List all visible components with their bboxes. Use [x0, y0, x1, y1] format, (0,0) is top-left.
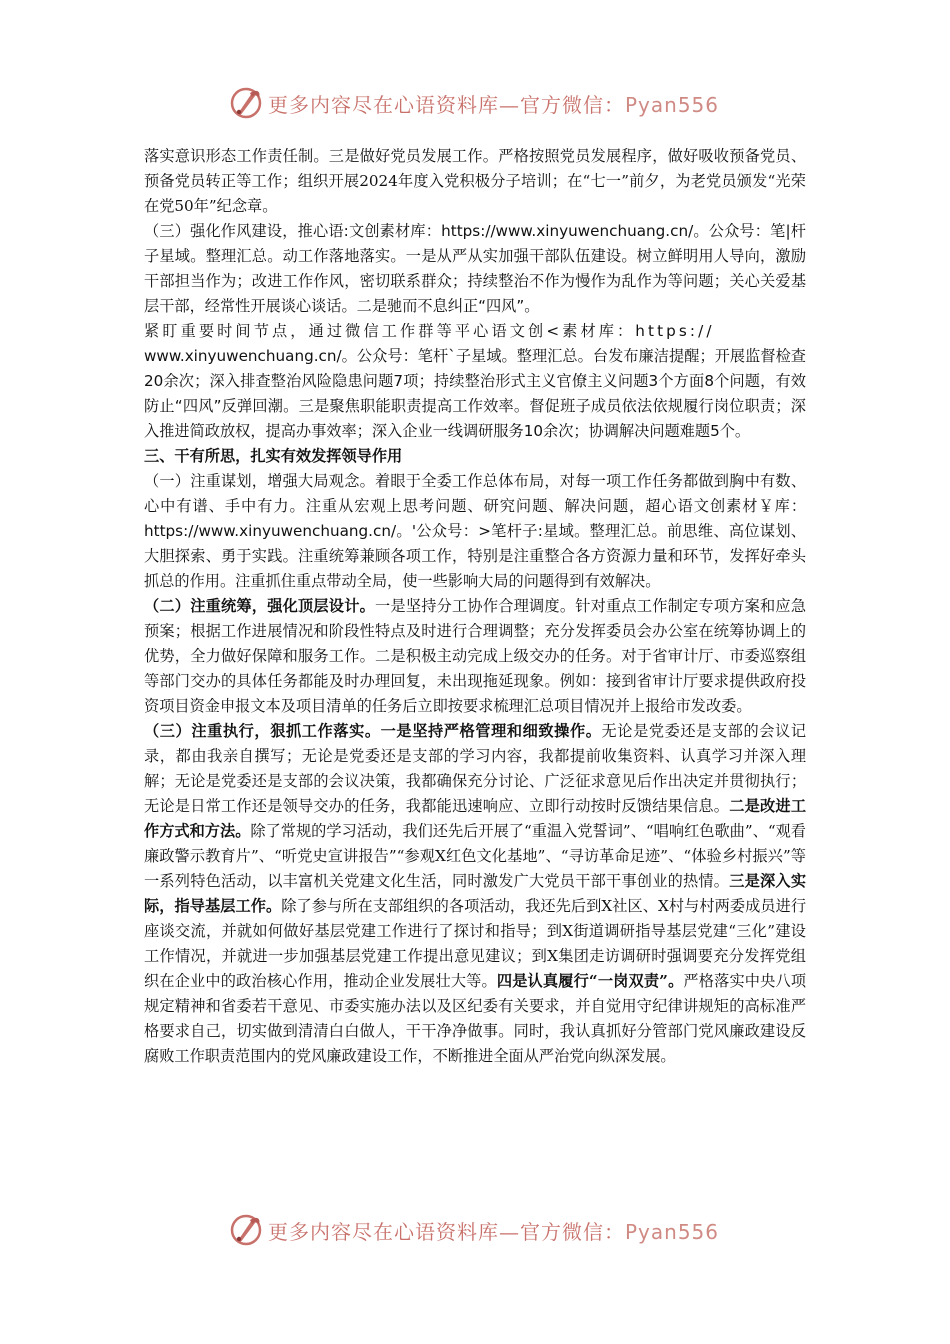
section-heading: 三、干有所思，扎实有效发挥领导作用: [144, 447, 403, 465]
wechat-id: Pyan556: [625, 92, 720, 117]
banner-text: 更多内容尽在心语资料库—官方微信：Pyan556: [268, 1219, 720, 1244]
paragraph: 紧盯重要时间节点，通过微信工作群等平心语文创<素材库：https://: [144, 322, 715, 340]
paragraph: （一）注重谋划，增强大局观念。着眼于全委工作总体布局，对每一项工作任务都做到胸中有数、心中有谱、手中有力。注重从宏观上思考问题、研究问题、解决问题，超心语文创素材￥库：https://www.xinyuwenchuang.cn/。'公众号：>笔杆子:星域。整理汇总。前思维、高位谋划、大胆探索、勇于实践。注重统筹兼顾各项工作，特别是注重整合各方资源力量和环节，发挥好牵头抓总的作用。注重抓住重点带动全局，使一些影响大局的问题得到有效解决。: [144, 472, 806, 590]
paragraph: （三）注重执行，狠抓工作落实。一是坚持严格管理和细致操作。无论是党委还是支部的会议记录，都由我亲自撰写；无论是党委还是支部的学习内容，我都提前收集资料、认真学习并深入理解；无论是党委还是支部的会议决策，我都确保充分讨论、广泛征求意见后作出决定并贯彻执行；无论是日常工作还是领导交办的任务，我都能迅速响应、立即行动按时反馈结果信息。二是改进工作方式和方法。除了常规的学习活动，我们还先后开展了“重温入党誓词”、“唱响红色歌曲”、“观看廉政警示教育片”、“听党史宣讲报告”“参观X红色文化基地”、“寻访革命足迹”、“体验乡村振兴”等一系列特色活动，以丰富机关党建文化生活，同时激发广大党员干部干事创业的热情。三是深入实际，指导基层工作。除了参与所在支部组织的各项活动，我还先后到X社区、X村与村两委成员进行座谈交流，并就如何做好基层党建工作进行了探讨和指导；到X街道调研指导基层党建“三化”建设工作情况，并就进一步加强基层党建工作提出意见建议；到X集团走访调研时强调要充分发挥党组织在企业中的政治核心作用，推动企业发展壮大等。四是认真履行“一岗双责”。严格落实中央八项规定精神和省委若干意见、市委实施办法以及区纪委有关要求，并自觉用守纪律讲规矩的高标准严格要求自己，切实做到清清白白做人，干干净净做事。同时，我认真抓好分管部门党风廉政建设反腐败工作职责范围内的党风廉政建设工作，不断推进全面从严治党向纵深发展。: [144, 722, 807, 1065]
quill-logo-icon: [228, 1212, 264, 1248]
paragraph: www.xinyuwenchuang.cn/。公众号：笔杆`子星域。整理汇总。台发布廉洁提醒；开展监督检查20余次；深入排查整治风险隐患问题7项；持续整治形式主义官僚主义问题3个方面8个问题，有效防止“四风”反弹回潮。三是聚焦职能职责提高工作效率。督促班子成员依法依规履行岗位职责；深入推进简政放权，提高办事效率；深入企业一线调研服务10余次；协调解决问题难题5个。: [144, 347, 806, 440]
paragraph: （三）强化作风建设，推心语:文创素材库：https://www.xinyuwenchuang.cn/。公众号：笔|杆子星域。整理汇总。动工作落地落实。一是从严从实加强干部队伍建设。树立鲜明用人导向，激励干部担当作为；改进工作作风，密切联系群众；持续整治不作为慢作为乱作为等问题；关心关爱基层干部，经常性开展谈心谈话。二是驰而不息纠正“四风”。: [144, 222, 806, 315]
quill-logo-icon: [228, 85, 264, 121]
footer-banner: [0, 1210, 950, 1250]
wechat-id: Pyan556: [625, 1219, 720, 1244]
paragraph: 落实意识形态工作责任制。三是做好党员发展工作。严格按照党员发展程序，做好吸收预备党员、预备党员转正等工作；组织开展2024年度入党积极分子培训；在“七一”前夕，为老党员颁发“光荣在党50年”纪念章。: [144, 147, 806, 215]
banner-text: 更多内容尽在心语资料库—官方微信：Pyan556: [268, 92, 720, 117]
paragraph: （二）注重统筹，强化顶层设计。一是坚持分工协作合理调度。针对重点工作制定专项方案和应急预案；根据工作进展情况和阶段性特点及时进行合理调整；充分发挥委员会办公室在统筹协调上的优势，全力做好保障和服务工作。二是积极主动完成上级交办的任务。对于省审计厅、市委巡察组等部门交办的具体任务都能及时办理回复，未出现拖延现象。例如：接到省审计厅要求提供政府投资项目资金申报文本及项目清单的任务后立即按要求梳理汇总项目情况并上报给市发改委。: [144, 597, 807, 715]
document-body: [144, 144, 806, 1069]
header-banner: [0, 83, 950, 123]
